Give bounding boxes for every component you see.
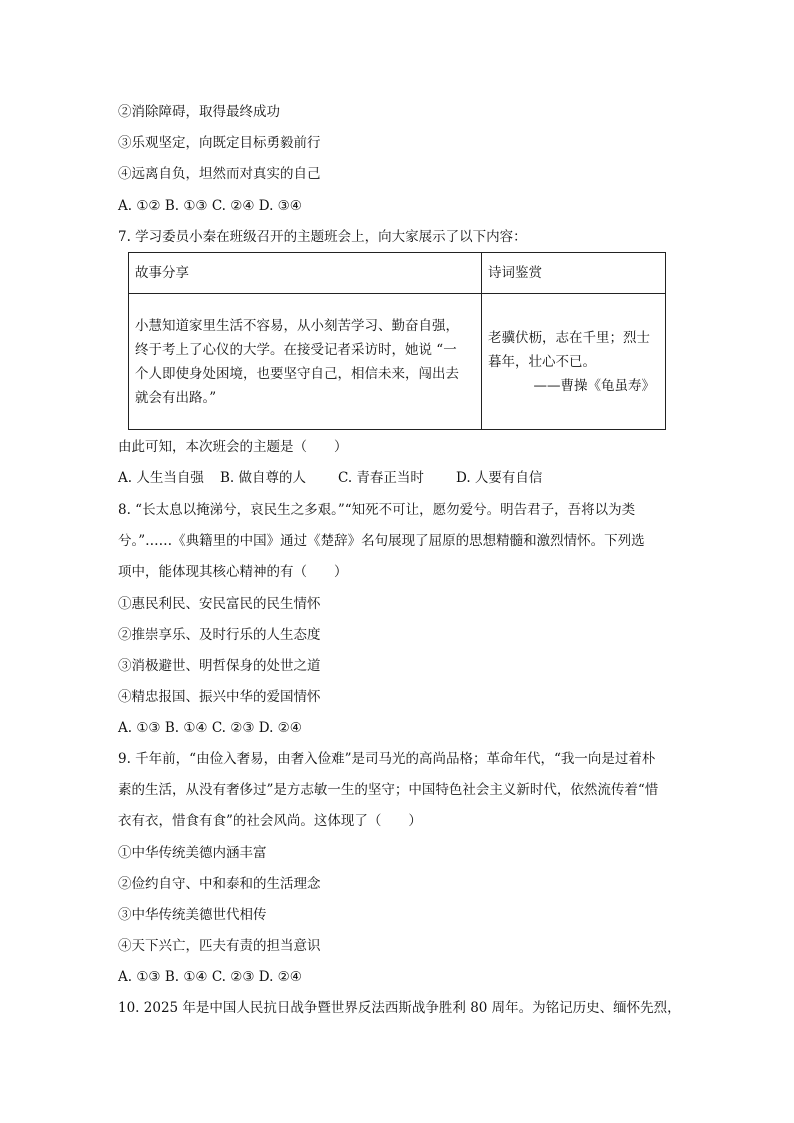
q8-item-3: ③消极避世、明哲保身的处世之道 xyxy=(118,658,321,674)
q8-stem-line: 兮。”……《典籍里的中国》通过《楚辞》名句展现了屈原的思想精髓和激烈情怀。下列选 xyxy=(118,533,645,549)
q6-item-2: ②消除障碍，取得最终成功 xyxy=(118,104,280,120)
q8-item-2: ②推崇享乐、及时行乐的人生态度 xyxy=(118,627,321,643)
q6-item-4: ④远离自负，坦然而对真实的自己 xyxy=(118,166,321,182)
q7-option-b: B. 做自尊的人 xyxy=(220,470,307,486)
q7-option-a: A. 人生当自强 xyxy=(118,470,204,486)
q6-item-3: ③乐观坚定，向既定目标勇毅前行 xyxy=(118,135,321,151)
story-line: 小慧知道家里生活不容易，从小刻苦学习、勤奋自强， xyxy=(135,317,459,334)
q9-stem-line: 衣有衣，惜食有食”的社会风尚。这体现了（ ） xyxy=(118,813,422,829)
poem-line: 老骥伏枥，志在千里；烈士 xyxy=(488,329,650,346)
q9-item-1: ①中华传统美德内涵丰富 xyxy=(118,845,267,861)
q7-option-d: D. 人要有自信 xyxy=(456,470,543,486)
poem-line: 暮年，壮心不已。 xyxy=(488,353,596,370)
story-line: 个人即使身处困境，也要坚守自己，相信未来，闯出去 xyxy=(135,365,459,382)
q9-stem-line: 素的生活，从没有奢侈过”是方志敏一生的坚守；中国特色社会主义新时代，依然流传着“惜 xyxy=(118,782,659,798)
q8-item-4: ④精忠报国、振兴中华的爱国情怀 xyxy=(118,689,321,705)
table-header-story: 故事分享 xyxy=(129,253,482,294)
q9-item-3: ③中华传统美德世代相传 xyxy=(118,907,267,923)
q7-option-c: C. 青春正当时 xyxy=(338,470,424,486)
q7-options xyxy=(118,468,678,488)
poem-source: ——曹操《龟虽寿》 xyxy=(533,377,655,394)
q9-stem-line: 9. 千年前，“由俭入奢易，由奢入俭难”是司马光的高尚品格；革命年代，“我一向是过着朴 xyxy=(118,751,656,767)
q7-stem: 7. 学习委员小秦在班级召开的主题班会上，向大家展示了以下内容： xyxy=(118,229,527,245)
poem-cell xyxy=(482,294,666,430)
q10-stem-line: 10. 2025 年是中国人民抗日战争暨世界反法西斯战争胜利 80 周年。为铭记历史、缅怀先烈， xyxy=(118,1000,681,1016)
story-line: 终于考上了心仪的大学。在接受记者采访时，她说 “一 xyxy=(135,341,457,358)
q9-options: A. ①③ B. ①④ C. ②③ D. ②④ xyxy=(118,969,302,985)
q9-item-2: ②俭约自守、中和泰和的生活理念 xyxy=(118,876,321,892)
table-header-poem: 诗词鉴赏 xyxy=(482,253,666,294)
story-line: 就会有出路。” xyxy=(135,389,217,406)
q8-stem-line: 项中，能体现其核心精神的有（ ） xyxy=(118,564,348,580)
q8-item-1: ①惠民利民、安民富民的民生情怀 xyxy=(118,596,321,612)
q6-options: A. ①② B. ①③ C. ②④ D. ③④ xyxy=(118,198,302,214)
q7-question: 由此可知，本次班会的主题是（ ） xyxy=(118,439,348,455)
q8-options: A. ①③ B. ①④ C. ②③ D. ②④ xyxy=(118,720,302,736)
q7-table xyxy=(128,252,666,430)
q8-stem-line: 8. “长太息以掩涕兮，哀民生之多艰。”“知死不可让，愿勿爱兮。明告君子，吾将以为类 xyxy=(118,502,636,518)
q9-item-4: ④天下兴亡，匹夫有责的担当意识 xyxy=(118,938,321,954)
story-cell xyxy=(129,294,482,430)
